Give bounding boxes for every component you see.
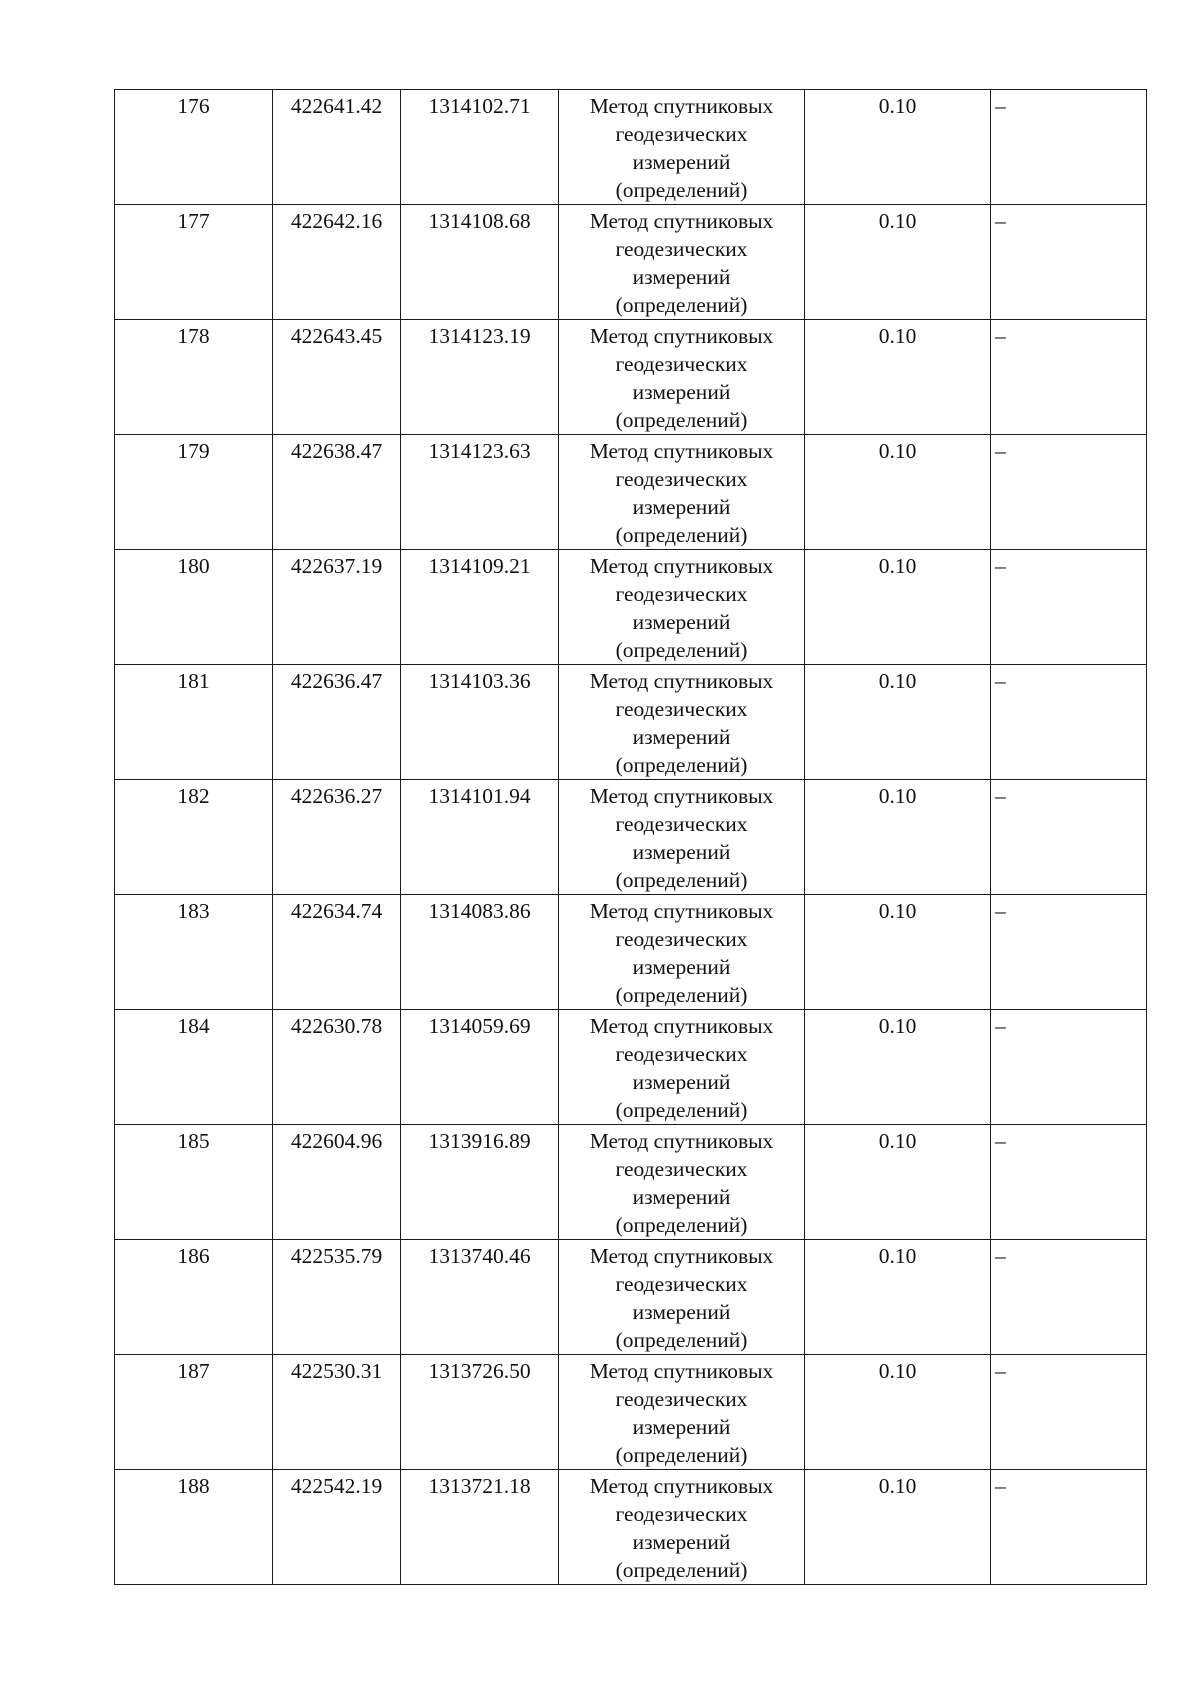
note-cell: – [991, 1125, 1147, 1240]
point-number-cell: 187 [115, 1355, 273, 1470]
table-row [115, 1010, 1147, 1125]
method-cell: Метод спутниковых геодезических измерений (определений) [559, 205, 805, 320]
method-cell: Метод спутниковых геодезических измерений (определений) [559, 90, 805, 205]
method-cell: Метод спутниковых геодезических измерений (определений) [559, 1240, 805, 1355]
note-cell: – [991, 1355, 1147, 1470]
x-coordinate-cell: 422535.79 [273, 1240, 401, 1355]
note-cell: – [991, 320, 1147, 435]
note-cell: – [991, 895, 1147, 1010]
method-cell: Метод спутниковых геодезических измерений (определений) [559, 665, 805, 780]
y-coordinate-cell: 1314103.36 [401, 665, 559, 780]
accuracy-cell: 0.10 [805, 1355, 991, 1470]
y-coordinate-cell: 1314102.71 [401, 90, 559, 205]
y-coordinate-cell: 1313740.46 [401, 1240, 559, 1355]
coordinates-table [114, 89, 1147, 1585]
y-coordinate-cell: 1314083.86 [401, 895, 559, 1010]
point-number-cell: 185 [115, 1125, 273, 1240]
accuracy-cell: 0.10 [805, 895, 991, 1010]
note-cell: – [991, 780, 1147, 895]
x-coordinate-cell: 422638.47 [273, 435, 401, 550]
method-cell: Метод спутниковых геодезических измерений (определений) [559, 1470, 805, 1585]
table-row [115, 205, 1147, 320]
note-cell: – [991, 90, 1147, 205]
accuracy-cell: 0.10 [805, 1240, 991, 1355]
table-row [115, 1125, 1147, 1240]
method-cell: Метод спутниковых геодезических измерений (определений) [559, 435, 805, 550]
note-cell: – [991, 435, 1147, 550]
table-row [115, 780, 1147, 895]
accuracy-cell: 0.10 [805, 1470, 991, 1585]
x-coordinate-cell: 422636.27 [273, 780, 401, 895]
table-row [115, 1470, 1147, 1585]
accuracy-cell: 0.10 [805, 1010, 991, 1125]
note-cell: – [991, 1010, 1147, 1125]
note-cell: – [991, 205, 1147, 320]
point-number-cell: 182 [115, 780, 273, 895]
table-row [115, 1240, 1147, 1355]
point-number-cell: 184 [115, 1010, 273, 1125]
point-number-cell: 188 [115, 1470, 273, 1585]
y-coordinate-cell: 1314101.94 [401, 780, 559, 895]
table-row [115, 550, 1147, 665]
x-coordinate-cell: 422630.78 [273, 1010, 401, 1125]
note-cell: – [991, 550, 1147, 665]
note-cell: – [991, 1240, 1147, 1355]
method-cell: Метод спутниковых геодезических измерений (определений) [559, 1355, 805, 1470]
x-coordinate-cell: 422643.45 [273, 320, 401, 435]
y-coordinate-cell: 1313721.18 [401, 1470, 559, 1585]
method-cell: Метод спутниковых геодезических измерений (определений) [559, 1010, 805, 1125]
point-number-cell: 179 [115, 435, 273, 550]
point-number-cell: 176 [115, 90, 273, 205]
point-number-cell: 181 [115, 665, 273, 780]
table-row [115, 320, 1147, 435]
x-coordinate-cell: 422542.19 [273, 1470, 401, 1585]
point-number-cell: 183 [115, 895, 273, 1010]
x-coordinate-cell: 422642.16 [273, 205, 401, 320]
table-row [115, 895, 1147, 1010]
method-cell: Метод спутниковых геодезических измерений (определений) [559, 1125, 805, 1240]
method-cell: Метод спутниковых геодезических измерений (определений) [559, 550, 805, 665]
y-coordinate-cell: 1314123.19 [401, 320, 559, 435]
x-coordinate-cell: 422604.96 [273, 1125, 401, 1240]
y-coordinate-cell: 1313916.89 [401, 1125, 559, 1240]
point-number-cell: 178 [115, 320, 273, 435]
table-row [115, 665, 1147, 780]
accuracy-cell: 0.10 [805, 780, 991, 895]
method-cell: Метод спутниковых геодезических измерений (определений) [559, 780, 805, 895]
accuracy-cell: 0.10 [805, 205, 991, 320]
y-coordinate-cell: 1314108.68 [401, 205, 559, 320]
method-cell: Метод спутниковых геодезических измерений (определений) [559, 895, 805, 1010]
y-coordinate-cell: 1314109.21 [401, 550, 559, 665]
accuracy-cell: 0.10 [805, 1125, 991, 1240]
point-number-cell: 180 [115, 550, 273, 665]
table-row [115, 90, 1147, 205]
x-coordinate-cell: 422637.19 [273, 550, 401, 665]
note-cell: – [991, 665, 1147, 780]
x-coordinate-cell: 422530.31 [273, 1355, 401, 1470]
accuracy-cell: 0.10 [805, 435, 991, 550]
accuracy-cell: 0.10 [805, 665, 991, 780]
y-coordinate-cell: 1313726.50 [401, 1355, 559, 1470]
accuracy-cell: 0.10 [805, 90, 991, 205]
point-number-cell: 177 [115, 205, 273, 320]
point-number-cell: 186 [115, 1240, 273, 1355]
y-coordinate-cell: 1314123.63 [401, 435, 559, 550]
table-row [115, 435, 1147, 550]
accuracy-cell: 0.10 [805, 550, 991, 665]
x-coordinate-cell: 422636.47 [273, 665, 401, 780]
note-cell: – [991, 1470, 1147, 1585]
table-row [115, 1355, 1147, 1470]
x-coordinate-cell: 422641.42 [273, 90, 401, 205]
y-coordinate-cell: 1314059.69 [401, 1010, 559, 1125]
method-cell: Метод спутниковых геодезических измерений (определений) [559, 320, 805, 435]
x-coordinate-cell: 422634.74 [273, 895, 401, 1010]
accuracy-cell: 0.10 [805, 320, 991, 435]
